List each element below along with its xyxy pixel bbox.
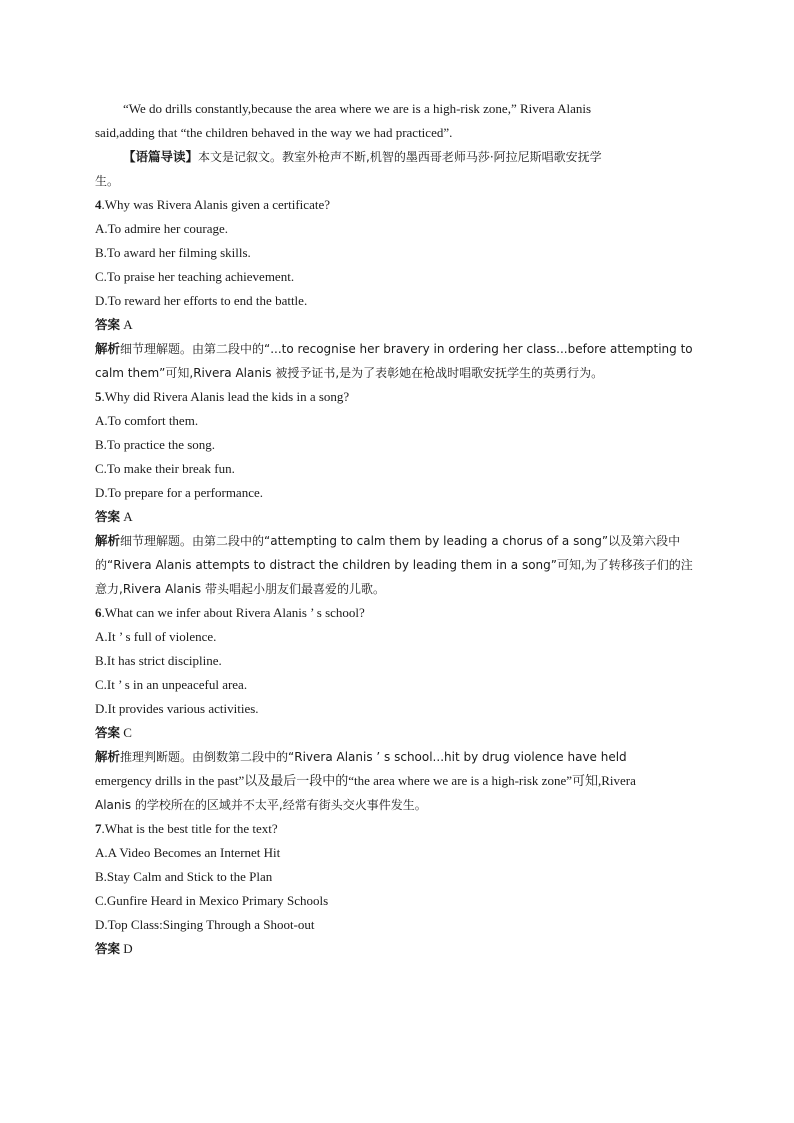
analysis-line-2: 的“Rivera Alanis attempts to distract the children by leading them in a song”可知,为了转移孩子们的注 [95,558,693,572]
option-b: B.It has strict discipline. [95,653,222,668]
option-c: C.To make their break fun. [95,461,235,476]
analysis-label: 解析 [95,749,121,764]
option-c: C.It ’ s in an unpeaceful area. [95,677,248,692]
option-b: B.To award her filming skills. [95,245,251,260]
analysis-line-2: emergency drills in the past”以及最后一段中的“the area where we are is a high-risk zone”可知,Rivera [95,773,636,788]
question-stem [95,601,695,625]
question-4 [95,193,695,385]
question-7 [95,817,695,961]
question-stem [95,817,695,841]
answer-label: 答案 [95,725,121,740]
analysis-line-2: calm them”可知,Rivera Alanis 被授予证书,是为了表彰她在枪战时唱歌安抚学生的英勇行为。 [95,366,604,380]
answer-label: 答案 [95,941,121,956]
answer-value: D [120,941,133,956]
analysis-line-1 [95,337,695,361]
answer-line [95,937,695,961]
analysis-line-3: 意力,Rivera Alanis 带头唱起小朋友们最喜爱的儿歌。 [95,582,385,596]
option-d: D.It provides various activities. [95,701,259,716]
question-number: 6 [95,605,102,620]
question-stem [95,193,695,217]
option-c: C.Gunfire Heard in Mexico Primary Schools [95,893,329,908]
option-a: A.It ’ s full of violence. [95,629,217,644]
option-d: D.Top Class:Singing Through a Shoot-out [95,917,315,932]
analysis-line-1 [95,745,695,769]
question-stem [95,385,695,409]
option-b: B.Stay Calm and Stick to the Plan [95,869,273,884]
option-d: D.To reward her efforts to end the battle. [95,293,308,308]
answer-label: 答案 [95,317,121,332]
analysis-text: 细节理解题。由第二段中的“...to recognise her bravery in ordering her class...before attempting to [120,342,693,356]
reading-guide-label: 【语篇导读】 [123,149,199,164]
passage-line-2: said,adding that “the children behaved in the way we had practiced”. [95,125,453,140]
reading-guide-text: 本文是记叙文。教室外枪声不断,机智的墨西哥老师马莎·阿拉尼斯唱歌安抚学 [198,150,602,164]
answer-line [95,721,695,745]
document-content [95,97,695,961]
question-number: 4 [95,197,102,212]
answer-line [95,313,695,337]
option-b: B.To practice the song. [95,437,216,452]
answer-value: C [120,725,132,740]
answer-value: A [120,509,133,524]
option-a: A.To admire her courage. [95,221,229,236]
analysis-line-1 [95,529,695,553]
answer-label: 答案 [95,509,121,524]
reading-guide [95,145,695,169]
option-a: A.To comfort them. [95,413,199,428]
reading-guide-cont: 生。 [95,174,120,188]
question-text: .What can we infer about Rivera Alanis ’ s school? [101,605,365,620]
analysis-text: 推理判断题。由倒数第二段中的“Rivera Alanis ’ s school...hit by drug violence have held [120,750,627,764]
analysis-label: 解析 [95,533,121,548]
question-text: .What is the best title for the text? [101,821,278,836]
question-text: .Why was Rivera Alanis given a certificate? [101,197,330,212]
answer-line [95,505,695,529]
answer-value: A [120,317,133,332]
question-number: 5 [95,389,102,404]
option-a: A.A Video Becomes an Internet Hit [95,845,281,860]
passage-line-1: “We do drills constantly,because the area where we are is a high-risk zone,” Rivera Alanis [123,101,592,116]
analysis-line-3: Alanis 的学校所在的区域并不太平,经常有街头交火事件发生。 [95,798,427,812]
option-d: D.To prepare for a performance. [95,485,263,500]
question-number: 7 [95,821,102,836]
question-6 [95,601,695,817]
question-text: .Why did Rivera Alanis lead the kids in a song? [101,389,350,404]
analysis-label: 解析 [95,341,121,356]
option-c: C.To praise her teaching achievement. [95,269,295,284]
question-5 [95,385,695,601]
analysis-text: 细节理解题。由第二段中的“attempting to calm them by leading a chorus of a song”以及第六段中 [120,534,681,548]
